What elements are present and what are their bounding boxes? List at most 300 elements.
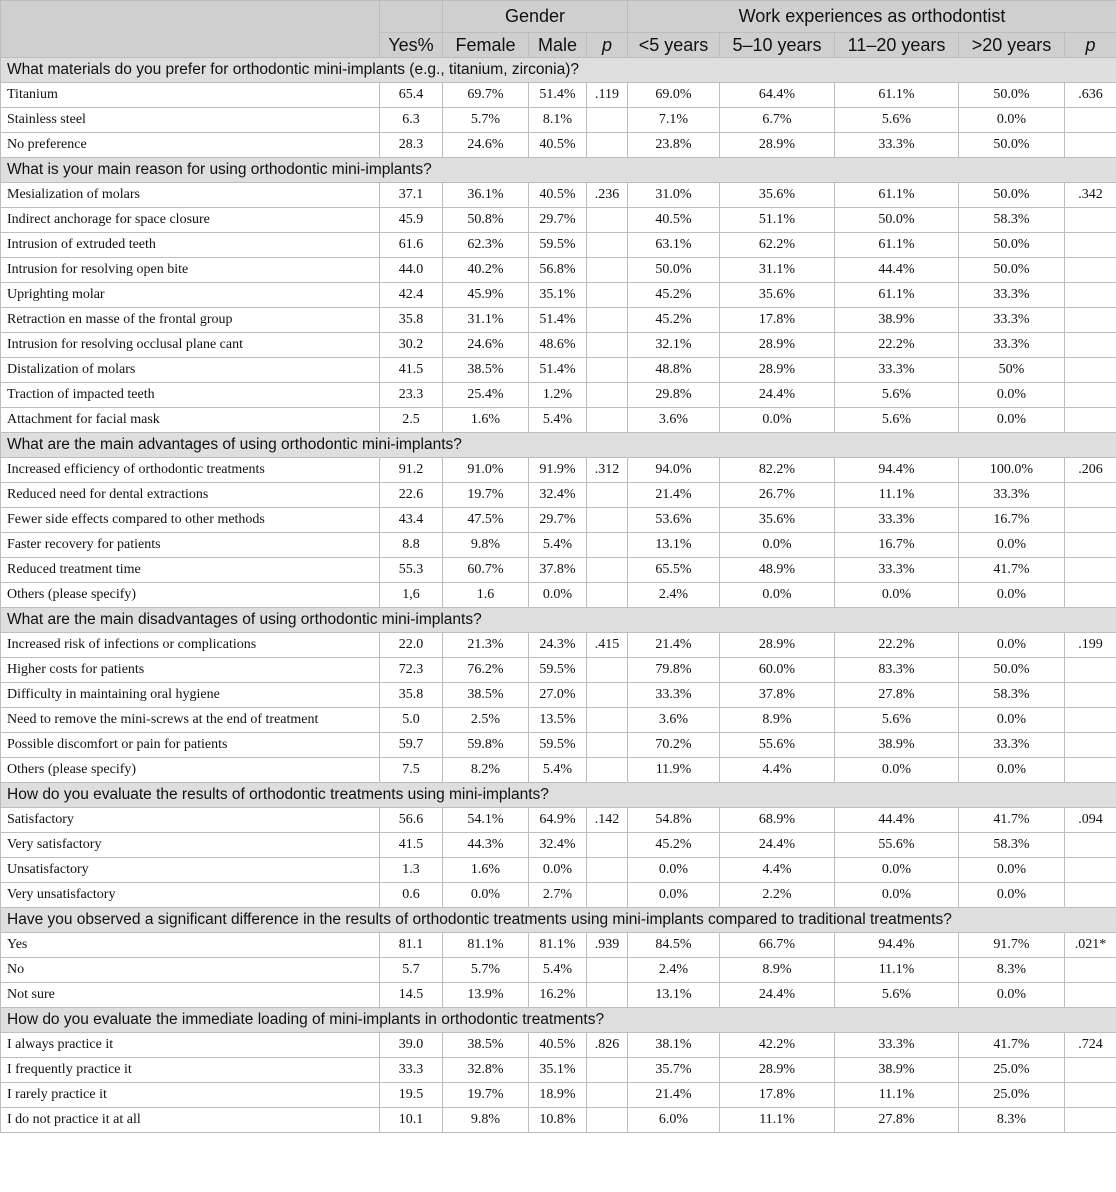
p-value-experience bbox=[1065, 383, 1116, 408]
5-10-years-percent: 66.7% bbox=[720, 933, 835, 958]
p-value-experience bbox=[1065, 333, 1116, 358]
table-row bbox=[1, 333, 1116, 358]
female-percent: 50.8% bbox=[443, 208, 529, 233]
11-20-years-percent: 27.8% bbox=[835, 683, 959, 708]
11-20-years-percent: 16.7% bbox=[835, 533, 959, 558]
gt20-years-percent: 41.7% bbox=[959, 1033, 1065, 1058]
table-row bbox=[1, 558, 1116, 583]
lt5-years-percent: 40.5% bbox=[628, 208, 720, 233]
5-10-years-percent: 0.0% bbox=[720, 583, 835, 608]
lt5-years-percent: 31.0% bbox=[628, 183, 720, 208]
11-20-years-percent: 11.1% bbox=[835, 483, 959, 508]
11-20-years-percent: 5.6% bbox=[835, 383, 959, 408]
lt5-years-percent: 11.9% bbox=[628, 758, 720, 783]
5-10-years-percent: 64.4% bbox=[720, 83, 835, 108]
p-value-gender bbox=[587, 1058, 628, 1083]
female-percent: 5.7% bbox=[443, 958, 529, 983]
male-percent: 5.4% bbox=[529, 408, 587, 433]
gt20-years-percent: 91.7% bbox=[959, 933, 1065, 958]
yes-percent: 41.5 bbox=[380, 833, 443, 858]
answer-label: Intrusion for resolving occlusal plane cant bbox=[1, 333, 380, 358]
male-percent: 24.3% bbox=[529, 633, 587, 658]
gt20-years-percent: 33.3% bbox=[959, 333, 1065, 358]
yes-percent: 22.0 bbox=[380, 633, 443, 658]
gt20-years-percent: 100.0% bbox=[959, 458, 1065, 483]
yes-percent: 37.1 bbox=[380, 183, 443, 208]
male-percent: 16.2% bbox=[529, 983, 587, 1008]
female-percent: 0.0% bbox=[443, 883, 529, 908]
table-row bbox=[1, 1033, 1116, 1058]
table-row bbox=[1, 1108, 1116, 1133]
yes-percent: 65.4 bbox=[380, 83, 443, 108]
male-percent: 0.0% bbox=[529, 583, 587, 608]
5-10-years-percent: 2.2% bbox=[720, 883, 835, 908]
lt5-years-percent: 69.0% bbox=[628, 83, 720, 108]
header-p-gender: p bbox=[587, 33, 628, 58]
p-value-experience bbox=[1065, 758, 1116, 783]
gt20-years-percent: 8.3% bbox=[959, 1108, 1065, 1133]
answer-label: Titanium bbox=[1, 83, 380, 108]
male-percent: 5.4% bbox=[529, 533, 587, 558]
answer-label: Fewer side effects compared to other methods bbox=[1, 508, 380, 533]
lt5-years-percent: 13.1% bbox=[628, 983, 720, 1008]
11-20-years-percent: 0.0% bbox=[835, 858, 959, 883]
gt20-years-percent: 58.3% bbox=[959, 833, 1065, 858]
answer-label: Very satisfactory bbox=[1, 833, 380, 858]
table-row bbox=[1, 808, 1116, 833]
11-20-years-percent: 33.3% bbox=[835, 508, 959, 533]
p-value-gender bbox=[587, 383, 628, 408]
11-20-years-percent: 61.1% bbox=[835, 233, 959, 258]
female-percent: 24.6% bbox=[443, 333, 529, 358]
female-percent: 19.7% bbox=[443, 483, 529, 508]
gt20-years-percent: 0.0% bbox=[959, 708, 1065, 733]
table-row bbox=[1, 733, 1116, 758]
question-heading: How do you evaluate the immediate loading of mini-implants in orthodontic treatments? bbox=[1, 1008, 1116, 1033]
lt5-years-percent: 0.0% bbox=[628, 858, 720, 883]
table-row bbox=[1, 633, 1116, 658]
question-heading: What are the main advantages of using orthodontic mini-implants? bbox=[1, 433, 1116, 458]
table-row bbox=[1, 508, 1116, 533]
11-20-years-percent: 38.9% bbox=[835, 733, 959, 758]
table-row bbox=[1, 358, 1116, 383]
table-row bbox=[1, 308, 1116, 333]
male-percent: 0.0% bbox=[529, 858, 587, 883]
5-10-years-percent: 24.4% bbox=[720, 833, 835, 858]
male-percent: 91.9% bbox=[529, 458, 587, 483]
table-row bbox=[1, 1058, 1116, 1083]
p-value-experience bbox=[1065, 133, 1116, 158]
5-10-years-percent: 8.9% bbox=[720, 708, 835, 733]
male-percent: 18.9% bbox=[529, 1083, 587, 1108]
p-value-experience bbox=[1065, 658, 1116, 683]
female-percent: 76.2% bbox=[443, 658, 529, 683]
answer-label: Others (please specify) bbox=[1, 583, 380, 608]
11-20-years-percent: 0.0% bbox=[835, 758, 959, 783]
p-value-gender bbox=[587, 683, 628, 708]
male-percent: 37.8% bbox=[529, 558, 587, 583]
answer-label: Indirect anchorage for space closure bbox=[1, 208, 380, 233]
female-percent: 38.5% bbox=[443, 358, 529, 383]
p-value-experience bbox=[1065, 108, 1116, 133]
p-value-gender: .236 bbox=[587, 183, 628, 208]
gt20-years-percent: 50% bbox=[959, 358, 1065, 383]
lt5-years-percent: 23.8% bbox=[628, 133, 720, 158]
gt20-years-percent: 0.0% bbox=[959, 633, 1065, 658]
table-row bbox=[1, 708, 1116, 733]
p-value-gender bbox=[587, 758, 628, 783]
lt5-years-percent: 35.7% bbox=[628, 1058, 720, 1083]
p-value-gender bbox=[587, 1108, 628, 1133]
p-value-gender bbox=[587, 333, 628, 358]
header-5-10-years: 5–10 years bbox=[720, 33, 835, 58]
p-value-gender: .415 bbox=[587, 633, 628, 658]
table-row bbox=[1, 658, 1116, 683]
table-row bbox=[1, 533, 1116, 558]
yes-percent: 45.9 bbox=[380, 208, 443, 233]
table-row bbox=[1, 983, 1116, 1008]
5-10-years-percent: 24.4% bbox=[720, 983, 835, 1008]
p-value-experience bbox=[1065, 408, 1116, 433]
11-20-years-percent: 33.3% bbox=[835, 358, 959, 383]
11-20-years-percent: 38.9% bbox=[835, 1058, 959, 1083]
answer-label: Increased risk of infections or complications bbox=[1, 633, 380, 658]
header-lt5-years: <5 years bbox=[628, 33, 720, 58]
male-percent: 51.4% bbox=[529, 358, 587, 383]
11-20-years-percent: 83.3% bbox=[835, 658, 959, 683]
p-value-gender bbox=[587, 258, 628, 283]
p-value-experience: .206 bbox=[1065, 458, 1116, 483]
male-percent: 32.4% bbox=[529, 483, 587, 508]
5-10-years-percent: 28.9% bbox=[720, 1058, 835, 1083]
11-20-years-percent: 0.0% bbox=[835, 583, 959, 608]
table-row bbox=[1, 83, 1116, 108]
female-percent: 1.6% bbox=[443, 408, 529, 433]
11-20-years-percent: 44.4% bbox=[835, 258, 959, 283]
p-value-experience bbox=[1065, 283, 1116, 308]
yes-percent: 61.6 bbox=[380, 233, 443, 258]
11-20-years-percent: 5.6% bbox=[835, 108, 959, 133]
gt20-years-percent: 58.3% bbox=[959, 683, 1065, 708]
answer-label: Traction of impacted teeth bbox=[1, 383, 380, 408]
yes-percent: 44.0 bbox=[380, 258, 443, 283]
lt5-years-percent: 2.4% bbox=[628, 583, 720, 608]
yes-percent: 30.2 bbox=[380, 333, 443, 358]
p-value-gender bbox=[587, 233, 628, 258]
table-row bbox=[1, 683, 1116, 708]
male-percent: 32.4% bbox=[529, 833, 587, 858]
lt5-years-percent: 65.5% bbox=[628, 558, 720, 583]
p-value-gender: .119 bbox=[587, 83, 628, 108]
male-percent: 81.1% bbox=[529, 933, 587, 958]
table-row bbox=[1, 958, 1116, 983]
male-percent: 40.5% bbox=[529, 183, 587, 208]
11-20-years-percent: 55.6% bbox=[835, 833, 959, 858]
p-value-experience bbox=[1065, 233, 1116, 258]
yes-percent: 1.3 bbox=[380, 858, 443, 883]
gt20-years-percent: 25.0% bbox=[959, 1083, 1065, 1108]
gt20-years-percent: 58.3% bbox=[959, 208, 1065, 233]
female-percent: 8.2% bbox=[443, 758, 529, 783]
5-10-years-percent: 37.8% bbox=[720, 683, 835, 708]
yes-percent: 33.3 bbox=[380, 1058, 443, 1083]
p-value-gender bbox=[587, 508, 628, 533]
p-value-gender bbox=[587, 983, 628, 1008]
p-value-experience: .021* bbox=[1065, 933, 1116, 958]
11-20-years-percent: 33.3% bbox=[835, 1033, 959, 1058]
p-value-gender bbox=[587, 358, 628, 383]
gt20-years-percent: 50.0% bbox=[959, 133, 1065, 158]
question-heading: What is your main reason for using orthodontic mini-implants? bbox=[1, 158, 1116, 183]
male-percent: 59.5% bbox=[529, 733, 587, 758]
p-value-experience: .094 bbox=[1065, 808, 1116, 833]
female-percent: 1.6 bbox=[443, 583, 529, 608]
female-percent: 60.7% bbox=[443, 558, 529, 583]
yes-percent: 56.6 bbox=[380, 808, 443, 833]
5-10-years-percent: 6.7% bbox=[720, 108, 835, 133]
female-percent: 5.7% bbox=[443, 108, 529, 133]
female-percent: 59.8% bbox=[443, 733, 529, 758]
answer-label: Retraction en masse of the frontal group bbox=[1, 308, 380, 333]
male-percent: 29.7% bbox=[529, 208, 587, 233]
yes-percent: 42.4 bbox=[380, 283, 443, 308]
table-row bbox=[1, 383, 1116, 408]
answer-label: No bbox=[1, 958, 380, 983]
p-value-gender bbox=[587, 733, 628, 758]
gt20-years-percent: 33.3% bbox=[959, 308, 1065, 333]
lt5-years-percent: 50.0% bbox=[628, 258, 720, 283]
p-value-gender bbox=[587, 283, 628, 308]
lt5-years-percent: 45.2% bbox=[628, 308, 720, 333]
p-value-experience bbox=[1065, 983, 1116, 1008]
table-row bbox=[1, 1083, 1116, 1108]
lt5-years-percent: 3.6% bbox=[628, 408, 720, 433]
answer-label: Unsatisfactory bbox=[1, 858, 380, 883]
male-percent: 35.1% bbox=[529, 1058, 587, 1083]
5-10-years-percent: 11.1% bbox=[720, 1108, 835, 1133]
table-body bbox=[1, 58, 1116, 1133]
lt5-years-percent: 45.2% bbox=[628, 283, 720, 308]
11-20-years-percent: 33.3% bbox=[835, 558, 959, 583]
yes-percent: 2.5 bbox=[380, 408, 443, 433]
answer-label: Attachment for facial mask bbox=[1, 408, 380, 433]
p-value-gender bbox=[587, 883, 628, 908]
5-10-years-percent: 60.0% bbox=[720, 658, 835, 683]
11-20-years-percent: 5.6% bbox=[835, 983, 959, 1008]
answer-label: Difficulty in maintaining oral hygiene bbox=[1, 683, 380, 708]
lt5-years-percent: 63.1% bbox=[628, 233, 720, 258]
question-heading: What are the main disadvantages of using orthodontic mini-implants? bbox=[1, 608, 1116, 633]
yes-percent: 41.5 bbox=[380, 358, 443, 383]
yes-percent: 7.5 bbox=[380, 758, 443, 783]
5-10-years-percent: 8.9% bbox=[720, 958, 835, 983]
p-value-gender bbox=[587, 133, 628, 158]
11-20-years-percent: 0.0% bbox=[835, 883, 959, 908]
p-value-gender bbox=[587, 208, 628, 233]
male-percent: 51.4% bbox=[529, 308, 587, 333]
female-percent: 9.8% bbox=[443, 533, 529, 558]
p-value-experience bbox=[1065, 483, 1116, 508]
gt20-years-percent: 50.0% bbox=[959, 233, 1065, 258]
p-value-experience bbox=[1065, 583, 1116, 608]
question-heading: What materials do you prefer for orthodontic mini-implants (e.g., titanium, zirconia)? bbox=[1, 58, 1116, 83]
p-value-experience bbox=[1065, 1058, 1116, 1083]
p-value-experience bbox=[1065, 533, 1116, 558]
p-value-gender bbox=[587, 708, 628, 733]
11-20-years-percent: 5.6% bbox=[835, 708, 959, 733]
gt20-years-percent: 0.0% bbox=[959, 883, 1065, 908]
p-value-gender: .826 bbox=[587, 1033, 628, 1058]
5-10-years-percent: 0.0% bbox=[720, 533, 835, 558]
gt20-years-percent: 0.0% bbox=[959, 408, 1065, 433]
yes-percent: 1,6 bbox=[380, 583, 443, 608]
answer-label: Distalization of molars bbox=[1, 358, 380, 383]
table-row bbox=[1, 408, 1116, 433]
5-10-years-percent: 4.4% bbox=[720, 758, 835, 783]
yes-percent: 28.3 bbox=[380, 133, 443, 158]
header-female: Female bbox=[443, 33, 529, 58]
lt5-years-percent: 7.1% bbox=[628, 108, 720, 133]
11-20-years-percent: 61.1% bbox=[835, 83, 959, 108]
table-row bbox=[1, 458, 1116, 483]
question-row bbox=[1, 783, 1116, 808]
5-10-years-percent: 17.8% bbox=[720, 308, 835, 333]
female-percent: 9.8% bbox=[443, 1108, 529, 1133]
11-20-years-percent: 94.4% bbox=[835, 458, 959, 483]
header-11-20-years: 11–20 years bbox=[835, 33, 959, 58]
answer-label: Increased efficiency of orthodontic treatments bbox=[1, 458, 380, 483]
p-value-gender bbox=[587, 833, 628, 858]
female-percent: 31.1% bbox=[443, 308, 529, 333]
female-percent: 36.1% bbox=[443, 183, 529, 208]
male-percent: 13.5% bbox=[529, 708, 587, 733]
question-row bbox=[1, 58, 1116, 83]
5-10-years-percent: 42.2% bbox=[720, 1033, 835, 1058]
lt5-years-percent: 21.4% bbox=[628, 1083, 720, 1108]
header-p-experience: p bbox=[1065, 33, 1116, 58]
table-row bbox=[1, 283, 1116, 308]
male-percent: 51.4% bbox=[529, 83, 587, 108]
male-percent: 59.5% bbox=[529, 658, 587, 683]
p-value-experience bbox=[1065, 883, 1116, 908]
gt20-years-percent: 8.3% bbox=[959, 958, 1065, 983]
11-20-years-percent: 61.1% bbox=[835, 283, 959, 308]
5-10-years-percent: 28.9% bbox=[720, 333, 835, 358]
female-percent: 2.5% bbox=[443, 708, 529, 733]
table-row bbox=[1, 258, 1116, 283]
answer-label: I rarely practice it bbox=[1, 1083, 380, 1108]
table-row bbox=[1, 133, 1116, 158]
header-blank-cell bbox=[1, 1, 380, 58]
yes-percent: 39.0 bbox=[380, 1033, 443, 1058]
answer-label: Mesialization of molars bbox=[1, 183, 380, 208]
p-value-experience bbox=[1065, 508, 1116, 533]
female-percent: 91.0% bbox=[443, 458, 529, 483]
answer-label: No preference bbox=[1, 133, 380, 158]
male-percent: 5.4% bbox=[529, 958, 587, 983]
5-10-years-percent: 28.9% bbox=[720, 633, 835, 658]
header-gt20-years: >20 years bbox=[959, 33, 1065, 58]
female-percent: 45.9% bbox=[443, 283, 529, 308]
11-20-years-percent: 27.8% bbox=[835, 1108, 959, 1133]
gt20-years-percent: 33.3% bbox=[959, 283, 1065, 308]
p-value-gender bbox=[587, 958, 628, 983]
p-value-gender bbox=[587, 658, 628, 683]
answer-label: Not sure bbox=[1, 983, 380, 1008]
lt5-years-percent: 94.0% bbox=[628, 458, 720, 483]
gt20-years-percent: 0.0% bbox=[959, 758, 1065, 783]
female-percent: 69.7% bbox=[443, 83, 529, 108]
table-row bbox=[1, 883, 1116, 908]
yes-percent: 5.7 bbox=[380, 958, 443, 983]
gt20-years-percent: 50.0% bbox=[959, 258, 1065, 283]
male-percent: 8.1% bbox=[529, 108, 587, 133]
header-group-gender: Gender bbox=[443, 1, 628, 33]
female-percent: 38.5% bbox=[443, 683, 529, 708]
male-percent: 27.0% bbox=[529, 683, 587, 708]
gt20-years-percent: 50.0% bbox=[959, 658, 1065, 683]
p-value-gender: .142 bbox=[587, 808, 628, 833]
male-percent: 64.9% bbox=[529, 808, 587, 833]
answer-label: I always practice it bbox=[1, 1033, 380, 1058]
5-10-years-percent: 48.9% bbox=[720, 558, 835, 583]
female-percent: 1.6% bbox=[443, 858, 529, 883]
yes-percent: 0.6 bbox=[380, 883, 443, 908]
answer-label: Satisfactory bbox=[1, 808, 380, 833]
11-20-years-percent: 61.1% bbox=[835, 183, 959, 208]
yes-percent: 19.5 bbox=[380, 1083, 443, 1108]
11-20-years-percent: 5.6% bbox=[835, 408, 959, 433]
p-value-experience bbox=[1065, 308, 1116, 333]
female-percent: 24.6% bbox=[443, 133, 529, 158]
female-percent: 40.2% bbox=[443, 258, 529, 283]
question-row bbox=[1, 433, 1116, 458]
gt20-years-percent: 33.3% bbox=[959, 483, 1065, 508]
lt5-years-percent: 33.3% bbox=[628, 683, 720, 708]
female-percent: 44.3% bbox=[443, 833, 529, 858]
yes-percent: 35.8 bbox=[380, 308, 443, 333]
lt5-years-percent: 70.2% bbox=[628, 733, 720, 758]
yes-percent: 5.0 bbox=[380, 708, 443, 733]
female-percent: 62.3% bbox=[443, 233, 529, 258]
p-value-experience: .342 bbox=[1065, 183, 1116, 208]
5-10-years-percent: 62.2% bbox=[720, 233, 835, 258]
question-heading: Have you observed a significant difference in the results of orthodontic treatments using mini-implants compared to traditional treatments? bbox=[1, 908, 1116, 933]
header-blank-yes-cell bbox=[380, 1, 443, 33]
table-row bbox=[1, 933, 1116, 958]
question-heading: How do you evaluate the results of orthodontic treatments using mini-implants? bbox=[1, 783, 1116, 808]
gt20-years-percent: 33.3% bbox=[959, 733, 1065, 758]
gt20-years-percent: 0.0% bbox=[959, 108, 1065, 133]
11-20-years-percent: 22.2% bbox=[835, 333, 959, 358]
header-group-experience: Work experiences as orthodontist bbox=[628, 1, 1116, 33]
yes-percent: 59.7 bbox=[380, 733, 443, 758]
p-value-experience bbox=[1065, 683, 1116, 708]
p-value-experience bbox=[1065, 833, 1116, 858]
lt5-years-percent: 54.8% bbox=[628, 808, 720, 833]
11-20-years-percent: 38.9% bbox=[835, 308, 959, 333]
answer-label: Reduced need for dental extractions bbox=[1, 483, 380, 508]
yes-percent: 6.3 bbox=[380, 108, 443, 133]
5-10-years-percent: 26.7% bbox=[720, 483, 835, 508]
11-20-years-percent: 94.4% bbox=[835, 933, 959, 958]
female-percent: 13.9% bbox=[443, 983, 529, 1008]
p-value-gender bbox=[587, 1083, 628, 1108]
male-percent: 29.7% bbox=[529, 508, 587, 533]
male-percent: 56.8% bbox=[529, 258, 587, 283]
p-value-gender bbox=[587, 558, 628, 583]
male-percent: 5.4% bbox=[529, 758, 587, 783]
